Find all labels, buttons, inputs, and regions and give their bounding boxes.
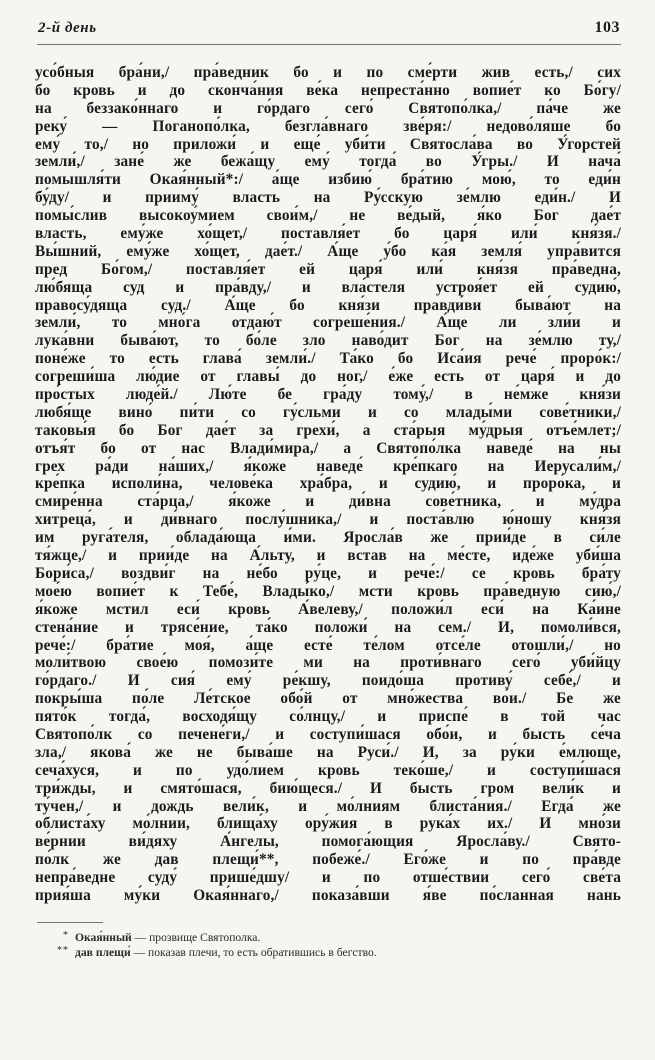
text-line: поне́же то есть глава́ земли́./ Та́ко бо Иса́ия рече́ проро́к:/ [35,350,621,368]
text-line: три́жды, и смято́шася, бию́щеся./ И бысть гром вели́к и [35,779,621,797]
footnotes [35,931,621,960]
text-line: Бори́са,/ воздви́г на не́бо ру́це, и рече́:/ се кровь бра́ту [35,564,621,582]
text-line: непра́ведне суду́ прише́дшу/ и по отше́ствии сего́ све́та [35,869,621,887]
text-line: Святопо́лк со печене́ги,/ и соступи́шася обо́и, и бысть се́ча [35,725,621,743]
text-line: отъя́т бо от нас Влади́мира,/ а Святопо́лка наведе́ на ны [35,439,621,457]
text-line: рече́:/ бра́тие моя́, а́ще есте́ те́лом отсе́ле отошли́,/ но [35,636,621,654]
text-line: по́лк же дав плещи́**, побеже́./ Его́же и по пра́вде [35,851,621,869]
text-line: лю́бяща суд и пра́вду,/ и вла́стеля устроя́ет ей судию́, [35,278,621,296]
text-line: на беззако́ннаго и го́рдаго сего́ Святопо́лка,/ па́че же [35,99,621,117]
text-line: любя́ще вино́ пи́ти со гу́сльми и со млады́ми сове́тники,/ [35,403,621,421]
text-line: кре́пка исполи́на, челове́ка хра́бра, и судию́, и проро́ка, и [35,475,621,493]
footnote-term: Окая́нный [75,931,132,944]
text-line: пято́к тогда́, восходя́щу со́лнцу,/ и приспе́ в той час [35,708,621,726]
text-line: реку́ — Поганопо́лка, безгла́внаго зве́ря:/ недово́ляше бо [35,117,621,135]
text-line: моли́твою свое́ю помози́те ми на проти́внаго сего́ уби́йцу [35,654,621,672]
text-line: им руга́теля, облада́юща и́ми. Яросла́в же прии́де в си́ле [35,529,621,547]
text-line: сеча́хуся, и по удо́лием кровь теко́ше,/ и соступи́шася [35,761,621,779]
text-line: го́рдаго./ И сия́ ему́ ре́кшу, поидо́ша противу́ себе́,/ и [35,672,621,690]
footnote-term: дав плещи́ [75,945,131,959]
text-line: пред Бо́гом,/ поставля́ет ей царя́ или́ кня́зя пра́ведна, [35,260,621,278]
footnote [35,931,621,946]
text-line: власть, ему́же хо́щет,/ поставля́ет бо царя́ или́ кня́зя./ [35,225,621,243]
text-line: бу́ду/ и прииму́ власть на Ру́сскую зе́млю еди́н./ И [35,189,621,207]
text-line: помышля́ти Окая́нный*:/ а́ще избию́ бра́тию мою́, то еди́н [35,171,621,189]
text-line: согреши́ша лю́дие от главы́ до ног,/ е́же есть от царя́ и до [35,368,621,386]
page-header [38,19,620,37]
text-line: хитреца́, и ди́внаго послу́шника,/ и поста́влю ю́ношу кня́зя [35,511,621,529]
text-line: грех ра́ди на́ших,/ я́коже наведе́ кре́пкаго на Иерусали́м,/ [35,457,621,475]
text-line: облиста́ху мо́лнии, блища́ху ору́жия в рука́х их./ И мно́зи [35,815,621,833]
text-line: про́стых люде́й./ Лю́те бе гра́ду тому́,/ в не́мже кня́зи [35,386,621,404]
text-line: помы́слив высокоу́мием свои́м,/ не ве́дый, я́ко Бог дае́т [35,207,621,225]
text-line: тя́жце,/ и прии́де на А́льту, и встав на ме́сте, иде́же уби́ша [35,547,621,565]
header-rule [37,44,621,45]
text-line: мое́ю вопие́т к Тебе́, Влады́ко,/ мсти кровь пра́ведную сию́,/ [35,582,621,600]
footnote-definition: — прозвище Святополка. [131,931,261,944]
footnote-marker: * [63,930,69,941]
text-line: таковы́я бо Бог дае́т за грехи́, а ста́рыя му́дрыя отъе́млет;/ [35,421,621,439]
footnote-rule [37,922,103,923]
text-line: прия́ша му́ки Окая́ннаго,/ показа́вши я́ве по́сланная нань [35,886,621,904]
text-line: ему́ то,/ но приложи́ и еще́ уби́ти Святосла́ва во У́горстей [35,135,621,153]
page-number: 103 [594,19,620,36]
text-line: зла,/ якова́ же не быва́ше на Руси́./ И, за ру́ки е́млюще, [35,743,621,761]
text-line: бо кровь и до сконча́ния ве́ка непреста́нно вопие́т ко Бо́гу/ [35,81,621,99]
text-line: усо́бныя бра́ни,/ пра́ведник бо и по сме́рти жив есть,/ сих [35,64,621,81]
footnote [35,946,621,961]
text-line: смире́нна ста́рца,/ я́коже и ди́вна сове́тника, и му́дра [35,493,621,511]
body-text [35,64,621,905]
text-line: ту́чен,/ и дождь вели́к, и мо́лниям блиста́ния./ Егда́ же [35,797,621,815]
text-line: ве́рнии ви́дяху А́нгелы, помога́ющия Яросла́ву./ Свято- [35,833,621,851]
text-line: стена́ние и трясе́ние, та́ко положи́ на сем./ И, помоли́вся, [35,618,621,636]
text-line: покры́ша по́ле Ле́тское обо́й от мно́жества во́и./ Бе же [35,690,621,708]
text-line: правосу́дяща суд./ А́ще бо кня́зи правди́ви быва́ют на [35,296,621,314]
text-line: я́коже мстил еси́ кровь А́велеву,/ положи́л еси́ на Ка́ине [35,600,621,618]
text-line: земли́, то мно́га отдаю́т согреше́ния./ А́ще ли зли́и и [35,314,621,332]
running-title: 2-й день [38,20,97,36]
text-line: Вы́шний, ему́же хо́щет, дае́т./ А́ще у́бо ка́я земля́ упра́вится [35,242,621,260]
text-line: земли́,/ зане́ же бежа́щу ему́ тогда́ во У́гры./ И нача́ [35,153,621,171]
footnote-marker: ** [57,944,69,956]
footnote-definition: — показав плечи, то есть обратившись в бегство. [130,945,377,959]
text-line: лука́вни быва́ют, то бо́ле зло наво́дит Бог на зе́млю ту,/ [35,332,621,350]
